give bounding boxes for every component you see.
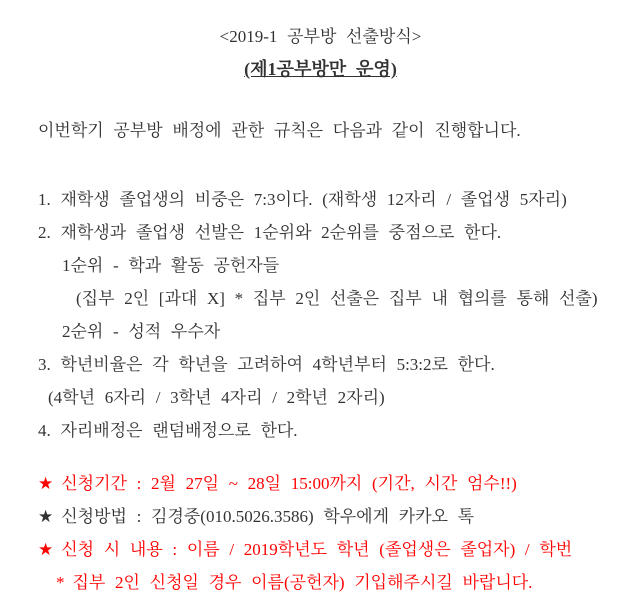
star-icon: ★ bbox=[38, 474, 54, 493]
document-subtitle: (제1공부방만 운영) bbox=[244, 59, 397, 79]
star-icon: ★ bbox=[38, 507, 54, 526]
notice-application-method bbox=[38, 500, 603, 533]
rule-line-3: 3. 학년비율은 각 학년을 고려하여 4학년부터 5:3:2로 한다. bbox=[38, 355, 495, 374]
rule-line-priority-1-note: (집부 2인 [과대 X] * 집부 2인 선출은 집부 내 협의를 통해 선출) bbox=[76, 289, 598, 308]
notices-list bbox=[38, 467, 603, 599]
rule-line-4: 4. 자리배정은 랜덤배정으로 한다. bbox=[38, 421, 298, 440]
document-title: <2019-1 공부방 선출방식> bbox=[219, 27, 422, 46]
intro-paragraph: 이번학기 공부방 배정에 관한 규칙은 다음과 같이 진행합니다. bbox=[38, 121, 521, 140]
notice-text: 신청방법 : 김경중(010.5026.3586) 학우에게 카카오 톡 bbox=[61, 507, 475, 526]
rule-line-1: 1. 재학생 졸업생의 비중은 7:3이다. (재학생 12자리 / 졸업생 5자리) bbox=[38, 190, 567, 209]
notice-text: 신청 시 내용 : 이름 / 2019학년도 학년 (졸업생은 졸업자) / 학번 bbox=[61, 540, 573, 559]
notice-staff-note bbox=[38, 566, 603, 599]
notice-text: 신청기간 : 2월 27일 ~ 28일 15:00까지 (기간, 시간 엄수!!) bbox=[61, 474, 517, 493]
notice-text: 집부 2인 신청일 경우 이름(공헌자) 기입해주시길 바랍니다. bbox=[72, 573, 533, 592]
asterisk-icon: * bbox=[56, 573, 65, 592]
notice-application-period bbox=[38, 467, 603, 500]
rule-line-priority-2: 2순위 - 성적 우수자 bbox=[62, 322, 221, 341]
rule-line-3-detail: (4학년 6자리 / 3학년 4자리 / 2학년 2자리) bbox=[48, 388, 385, 407]
rule-line-priority-1: 1순위 - 학과 활동 공헌자들 bbox=[62, 256, 280, 275]
star-icon: ★ bbox=[38, 540, 54, 559]
rule-line-2: 2. 재학생과 졸업생 선발은 1순위와 2순위를 중점으로 한다. bbox=[38, 223, 502, 242]
notice-application-content bbox=[38, 533, 603, 566]
rules-list bbox=[38, 183, 603, 447]
